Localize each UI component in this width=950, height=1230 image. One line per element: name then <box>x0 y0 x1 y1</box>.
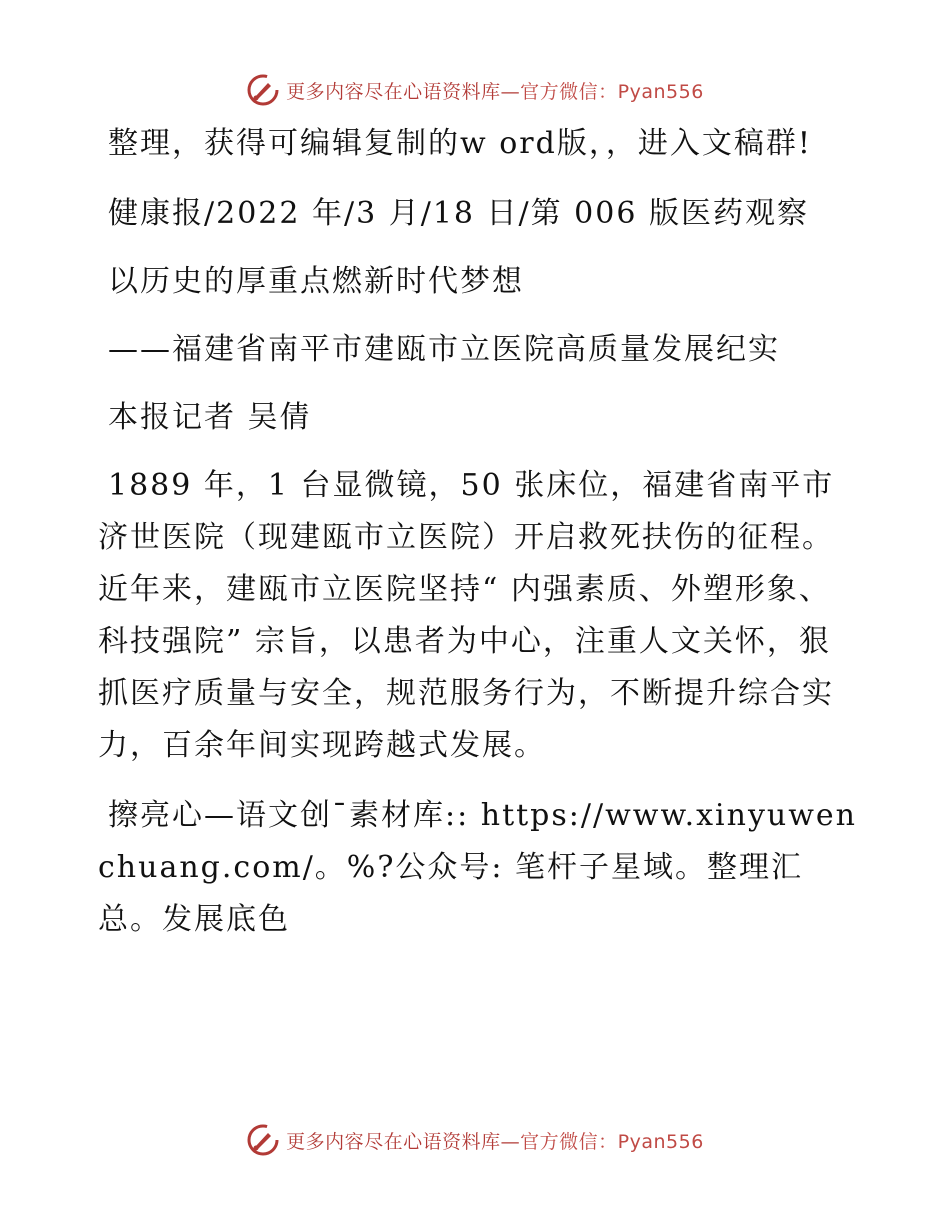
source-note-paragraph: 擦亮心—语文创¯素材库:: https://www.xinyuwenchuang.com/。%?公众号: 笔杆子星域。整理汇总。发展底色 <box>98 798 857 937</box>
watermark-site: 更多内容尽在心语资料库 <box>286 1130 501 1153</box>
watermark-text <box>286 77 704 104</box>
watermark-dash: — <box>500 80 521 103</box>
document-body <box>98 118 858 964</box>
brush-logo-icon <box>246 1123 280 1157</box>
watermark-contact: 官方微信：Pyan556 <box>520 1130 704 1153</box>
article-subtitle: ——福建省南平市建瓯市立医院高质量发展纪实 <box>108 332 780 367</box>
byline: 本报记者 吴倩 <box>108 400 312 435</box>
watermark-site: 更多内容尽在心语资料库 <box>286 80 501 103</box>
header-watermark <box>0 70 950 110</box>
watermark-dash: — <box>500 1130 521 1153</box>
footer-watermark <box>0 1120 950 1160</box>
watermark-contact: 官方微信：Pyan556 <box>520 80 704 103</box>
source-line: 健康报/2022 年/3 月/18 日/第 006 版医药观察 <box>108 196 809 231</box>
article-title: 以历史的厚重点燃新时代梦想 <box>108 264 524 299</box>
intro-paragraph: 整理，获得可编辑复制的w ord版，，进入文稿群! <box>108 126 812 161</box>
body-paragraph: 1889 年，1 台显微镜，50 张床位，福建省南平市济世医院（现建瓯市立医院）开启救死扶伤的征程。近年来，建瓯市立医院坚持“ 内强素质、外塑形象、科技强院” 宗旨，以患者为中心，注重人文关怀，狠抓医疗质量与安全，规范服务行为，不断提升综合实力，百余年间实现跨越式发展。 <box>98 468 835 763</box>
watermark-text <box>286 1127 704 1154</box>
brush-logo-icon <box>246 73 280 107</box>
